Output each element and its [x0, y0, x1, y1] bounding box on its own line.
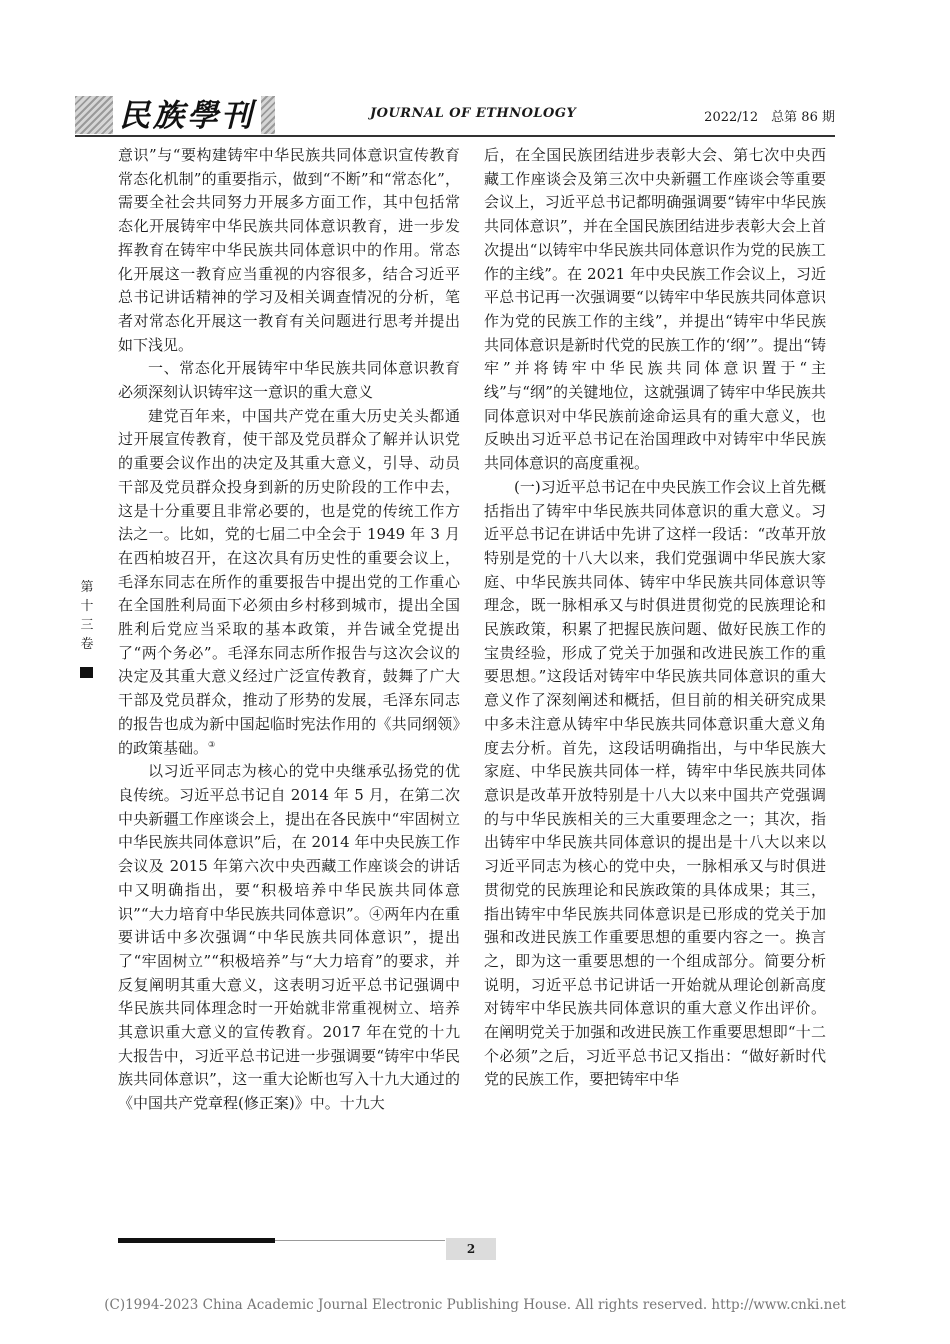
copyright-line: (C)1994-2023 China Academic Journal Electronic Publishing House. All rights reserved. http://www.cnki.net: [104, 1297, 846, 1313]
volume-side-label: [80, 578, 94, 654]
footer-bar: [118, 1238, 275, 1243]
paragraph: [118, 405, 460, 761]
side-char: 卷: [80, 637, 94, 652]
side-char: 十: [80, 599, 94, 614]
page-header: [75, 92, 835, 134]
paragraph: (一)习近平总书记在中央民族工作会议上首先概括指出了铸牢中华民族共同体意识的重大意义。习近平总书记在讲话中先讲了这样一段话：“改革开放特别是党的十八大以来，我们党强调中华民族大家庭、中华民族共同体、铸牢中华民族共同体意识等理念，既一脉相承又与时俱进贯彻党的民族理论和民族政策，积累了把握民族问题、做好民族工作的宝贵经验，形成了党关于加强和改进民族工作的重要思想。”这段话对铸牢中华民族共同体意识的重大意义作了深刻阐述和概括，但目前的相关研究成果中多未注意从铸牢中华民族共同体意识重大意义角度去分析。首先，这段话明确指出，与中华民族大家庭、中华民族共同体一样，铸牢中华民族共同体意识是改革开放特别是十八大以来中国共产党强调的与中华民族相关的三大重要理念之一；其次，指出铸牢中华民族共同体意识的提出是十八大以来以习近平同志为核心的党中央，一脉相承又与时俱进贯彻党的民族理论和民族政策的具体成果；其三，指出铸牢中华民族共同体意识是已形成的党关于加强和改进民族工作重要思想的重要内容之一。换言之，即为这一重要思想的一个组成部分。简要分析说明，习近平总书记讲话一开始就从理论创新高度对铸牢中华民族共同体意识的重大意义作出评价。在阐明党关于加强和改进民族工作重要思想即“十二个必须”之后，习近平总书记又指出：“做好新时代党的民族工作，要把铸牢中华: [484, 477, 826, 1089]
side-char: 三: [80, 618, 94, 633]
paragraph: 后，在全国民族团结进步表彰大会、第七次中央西藏工作座谈会及第三次中央新疆工作座谈会等重要会议上，习近平总书记都明确强调要“铸牢中华民族共同体意识”，并在全国民族团结进步表彰大会上首次提出“以铸牢中华民族共同体意识作为党的民族工作的主线”。在 2021 年中央民族工作会议上，习近平总书记再一次强调要“以铸牢中华民族共同体意识作为党的民族工作的主线”，并提出“铸牢中华民族共同体意识是新时代党的民族工作的‘纲’”。提出“铸牢”并将铸牢中华民族共同体意识置于“主线”与“纲”的关键地位，这就强调了铸牢中华民族共同体意识对中华民族前途命运具有的重大意义，也反映出习近平总书记在治国理政中对铸牢中华民族共同体意识的高度重视。: [484, 146, 826, 473]
section-heading: 一、常态化开展铸牢中华民族共同体意识教育必须深刻认识铸牢这一意识的重大意义: [118, 359, 460, 402]
paragraph: 意识”与“要构建铸牢中华民族共同体意识宣传教育常态化机制”的重要指示，做到“不断”和“常态化”，需要全社会共同努力开展多方面工作，其中包括常态化开展铸牢中华民族共同体意识教育，进一步发挥教育在铸牢中华民族共同体意识中的作用。常态化开展这一教育应当重视的内容很多，结合习近平总书记讲话精神的学习及相关调查情况的分析，笔者对常态化开展这一教育有关问题进行思考并提出如下浅见。: [118, 146, 460, 354]
header-rule: [75, 135, 835, 137]
left-column: [118, 144, 460, 1116]
side-marker: [80, 667, 93, 678]
right-column: [484, 144, 826, 1092]
issue-info: 2022/12 总第 86 期: [704, 110, 835, 125]
paragraph: 以习近平同志为核心的党中央继承弘扬党的优良传统。习近平总书记自 2014 年 5 月，在第二次中央新疆工作座谈会上，提出在各民族中“牢固树立中华民族共同体意识”后，在 2014 年中央民族工作会议及 2015 年第六次中央西藏工作座谈会的讲话中又明确指出，要“积极培养中华民族共同体意识”“大力培育中华民族共同体意识”。④两年内在重要讲话中多次强调“中华民族共同体意识”，提出了“牢固树立”“积极培养”与“大力培育”的要求，并反复阐明其重大意义，这表明习近平总书记强调中华民族共同体理念时一开始就非常重视树立、培养其意识重大意义的宣传教育。2017 年在党的十九大报告中，习近平总书记进一步强调要“铸牢中华民族共同体意识”，这一重大论断也写入十九大通过的《中国共产党章程(修正案)》中。十九大: [118, 762, 460, 1113]
footer-rule: [275, 1240, 445, 1241]
page-number: 2: [446, 1238, 496, 1260]
side-char: 第: [80, 580, 94, 595]
journal-name: JOURNAL OF ETHNOLOGY: [370, 106, 577, 121]
journal-logo: [75, 96, 275, 134]
footnote-ref[interactable]: ③: [208, 739, 216, 749]
logo-text: 民族學刊: [113, 96, 261, 136]
paragraph-text: 建党百年来，中国共产党在重大历史关头都通过开展宣传教育，使干部及党员群众了解并认识党的重要会议作出的决定及其重大意义，引导、动员干部及党员群众投身到新的历史阶段的工作中去，这是十分重要且非常必要的，也是党的传统工作方法之一。比如，党的七届二中全会于 1949 年 3 月在西柏坡召开，在这次具有历史性的重要会议上，毛泽东同志在所作的重要报告中提出党的工作重心在全国胜利局面下必须由乡村移到城市，提出全国胜利后党应当采取的基本政策，并告诫全党提出了“两个务必”。毛泽东同志所作报告与这次会议的决定及其重大意义经过广泛宣传教育，鼓舞了广大干部及党员群众，推动了形势的发展，毛泽东同志的报告也成为新中国起临时宪法作用的《共同纲领》的政策基础。: [118, 406, 460, 757]
